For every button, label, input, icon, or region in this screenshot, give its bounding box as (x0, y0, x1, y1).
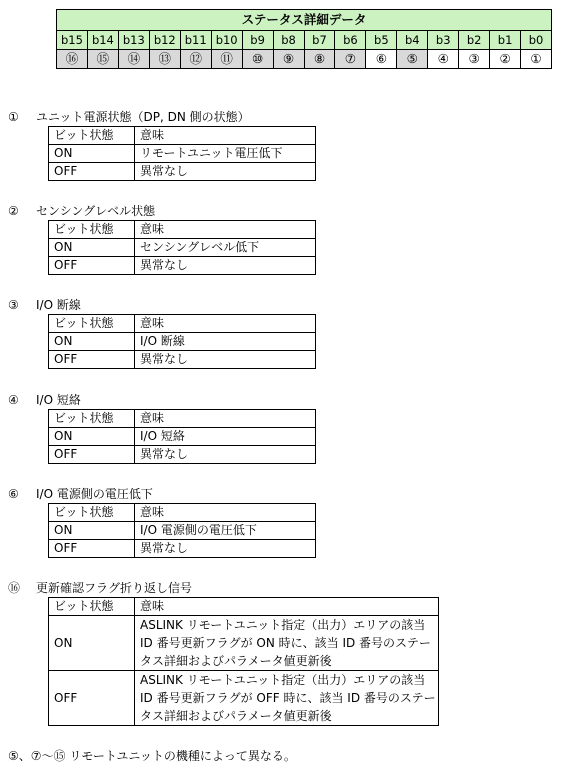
section-title: I/O 電源側の電圧低下 (36, 487, 153, 501)
section-title: I/O 断線 (36, 298, 81, 312)
bit-meaning-table (48, 409, 316, 464)
header-bit-state: ビット状態 (49, 504, 135, 522)
bit-marker-cell: ⑤ (397, 50, 428, 69)
section-heading (8, 392, 81, 408)
bit-state-cell: ON (49, 616, 135, 671)
section-heading (8, 203, 155, 219)
header-bit-state: ビット状態 (49, 410, 135, 428)
header-bit-state: ビット状態 (49, 127, 135, 145)
table-row (49, 145, 316, 163)
header-bit-state: ビット状態 (49, 598, 135, 616)
bit-state-cell: ON (49, 428, 135, 446)
section-number: ② (8, 204, 19, 218)
header-meaning: 意味 (135, 410, 316, 428)
section-heading (8, 486, 153, 502)
section-heading (8, 297, 81, 313)
section-title: センシングレベル状態 (36, 204, 156, 218)
status-detail-bit-table (56, 9, 552, 69)
bit-state-cell: OFF (49, 351, 135, 369)
bit-state-cell: OFF (49, 671, 135, 726)
bit-marker-cell: ⑯ (57, 50, 88, 69)
bit-marker-row (57, 50, 552, 69)
table-row (49, 333, 316, 351)
meaning-cell: 異常なし (135, 163, 316, 181)
header-meaning: 意味 (135, 598, 439, 616)
bit-marker-cell: ⑧ (304, 50, 335, 69)
table-row (49, 257, 316, 275)
table-row (49, 446, 316, 464)
header-bit-state: ビット状態 (49, 221, 135, 239)
bit-marker-cell: ⑥ (366, 50, 397, 69)
bit-name-cell: b1 (490, 31, 521, 50)
section-heading (8, 580, 192, 596)
section-title: ユニット電源状態（DP, DN 側の状態） (36, 110, 250, 124)
meaning-cell: 異常なし (135, 257, 316, 275)
bit-marker-cell: ⑦ (335, 50, 366, 69)
bit-name-row (57, 31, 552, 50)
section-number: ① (8, 110, 19, 124)
bit-name-cell: b13 (118, 31, 149, 50)
meaning-cell: I/O 短絡 (135, 428, 316, 446)
bit-name-cell: b7 (304, 31, 335, 50)
bit-marker-cell: ⑩ (242, 50, 273, 69)
meaning-cell: リモートユニット電圧低下 (135, 145, 316, 163)
footer-note: ⑤、⑦～⑮ リモートユニットの機種によって異なる。 (8, 749, 296, 763)
meaning-cell: I/O 電源側の電圧低下 (135, 522, 316, 540)
bit-name-cell: b0 (521, 31, 552, 50)
bit-name-cell: b11 (180, 31, 211, 50)
bit-state-cell: ON (49, 145, 135, 163)
meaning-cell: I/O 断線 (135, 333, 316, 351)
table-row (49, 540, 316, 558)
bit-marker-cell: ③ (459, 50, 490, 69)
bit-state-cell: OFF (49, 540, 135, 558)
table-row (49, 616, 439, 671)
bit-name-cell: b15 (57, 31, 88, 50)
bit-marker-cell: ① (521, 50, 552, 69)
bit-name-cell: b10 (211, 31, 242, 50)
bit-meaning-table (48, 314, 316, 369)
section-title: I/O 短絡 (36, 393, 81, 407)
bit-marker-cell: ⑮ (87, 50, 118, 69)
bit-marker-cell: ⑨ (273, 50, 304, 69)
bit-name-cell: b14 (87, 31, 118, 50)
header-meaning: 意味 (135, 315, 316, 333)
section-number: ④ (8, 393, 19, 407)
bit-meaning-table (48, 126, 316, 181)
bit-state-cell: OFF (49, 446, 135, 464)
bit-state-cell: ON (49, 239, 135, 257)
meaning-cell: 異常なし (135, 540, 316, 558)
header-meaning: 意味 (135, 127, 316, 145)
bit-state-cell: ON (49, 522, 135, 540)
bit-marker-cell: ⑪ (211, 50, 242, 69)
bit-name-cell: b2 (459, 31, 490, 50)
table-row (49, 428, 316, 446)
table-row (49, 522, 316, 540)
table-row (49, 671, 439, 726)
meaning-cell: ASLINK リモートユニット指定（出力）エリアの該当 ID 番号更新フラグが OFF 時に、該当 ID 番号のステータス詳細およびパラメータ値更新後 (135, 671, 439, 726)
meaning-cell: ASLINK リモートユニット指定（出力）エリアの該当 ID 番号更新フラグが ON 時に、該当 ID 番号のステータス詳細およびパラメータ値更新後 (135, 616, 439, 671)
table-row (49, 163, 316, 181)
bit-name-cell: b8 (273, 31, 304, 50)
section-number: ⑯ (8, 581, 21, 595)
bit-meaning-table (48, 503, 316, 558)
bit-name-cell: b12 (149, 31, 180, 50)
bit-marker-cell: ⑬ (149, 50, 180, 69)
bit-meaning-table (48, 220, 316, 275)
bit-meaning-table (48, 597, 439, 726)
meaning-cell: センシングレベル低下 (135, 239, 316, 257)
bit-marker-cell: ⑭ (118, 50, 149, 69)
section-number: ⑥ (8, 487, 19, 501)
bit-state-cell: OFF (49, 257, 135, 275)
bit-name-cell: b9 (242, 31, 273, 50)
header-meaning: 意味 (135, 221, 316, 239)
bit-name-cell: b6 (335, 31, 366, 50)
meaning-cell: 異常なし (135, 351, 316, 369)
bit-state-cell: OFF (49, 163, 135, 181)
bit-marker-cell: ② (490, 50, 521, 69)
meaning-cell: 異常なし (135, 446, 316, 464)
bit-name-cell: b5 (366, 31, 397, 50)
bit-state-cell: ON (49, 333, 135, 351)
header-meaning: 意味 (135, 504, 316, 522)
table-row (49, 351, 316, 369)
bit-name-cell: b3 (428, 31, 459, 50)
header-bit-state: ビット状態 (49, 315, 135, 333)
table-row (49, 239, 316, 257)
bit-marker-cell: ④ (428, 50, 459, 69)
bit-name-cell: b4 (397, 31, 428, 50)
section-number: ③ (8, 298, 19, 312)
section-title: 更新確認フラグ折り返し信号 (36, 581, 193, 595)
bit-marker-cell: ⑫ (180, 50, 211, 69)
section-heading (8, 109, 250, 125)
bit-table-title: ステータス詳細データ (57, 10, 552, 31)
